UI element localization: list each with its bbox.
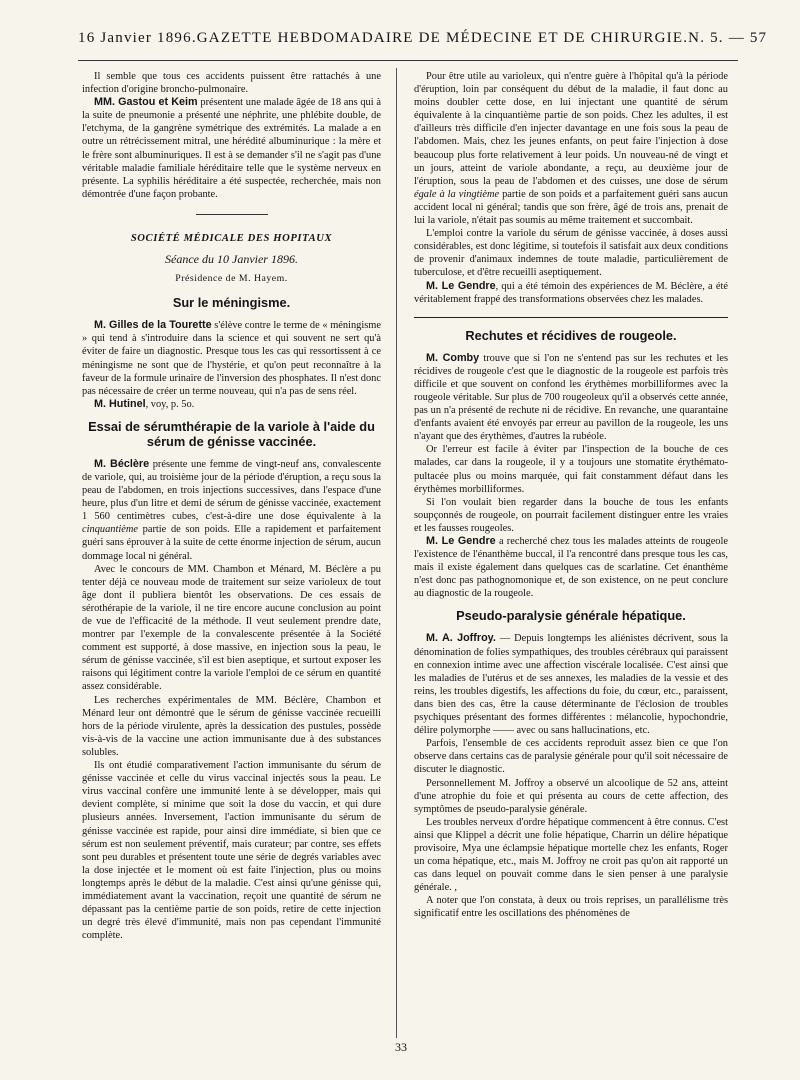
paragraph: MM. Gastou et Keim présentent une malade âgée de 18 ans qui à la suite de pneumonie a présenté une néphrite, une phlébite double, de l'etchyma, de la gangrène symétrique des extrémités. La malade a en outre un rétrécissement mitral, une hérédité albuminurique : la mère et le frère sont albuminuriques. Il est à se demander s'il ne s'agit pas d'une véritable maladie familiale héréditaire telle que le système nerveux en présente. La syphilis héréditaire a été suspectée, recherchée, mais non démontrée d'une façon probante.	[82, 96, 381, 200]
presidence-line: Présidence de M. Hayem.	[175, 273, 288, 285]
seance-date: Séance du 10 Janvier 1896.	[165, 252, 298, 267]
paragraph: A noter que l'on constata, à deux ou trois reprises, un parallélisme très significatif entre les oscillations des phénomènes de	[414, 895, 728, 920]
section-heading: Rechutes et récidives de rougeole.	[465, 327, 677, 343]
section-heading: Pseudo-paralysie générale hépatique.	[456, 608, 686, 624]
speaker-name: M. Comby	[426, 351, 480, 364]
section-heading: Sur le méningisme.	[172, 295, 291, 311]
header-rule	[78, 60, 738, 61]
speaker-name: M. Le Gendre	[426, 279, 496, 292]
paragraph: Ils ont étudié comparativement l'action immunisante du sérum de génisse vaccinée et celle du virus vaccinal injectés sous la peau. Le virus vaccinal confère une immunité lente à se développer, mais qui devient complète, si minime que soit la dose du vaccin, et qui dure plusieurs années. Inversement, l'action immunisante du sérum de génisse vaccinée est rapide, pour ainsi dire immédiate, si bien que ce sérum est non seulement préventif, mais curateur; par contre, ses effets sont peu durables et présentent toute une série de degrés variables avec la dose injectée et le moment où est faite l'injection, plus ou moins longtemps après le début de la maladie. C'est ainsi qu'une génisse qui, immédiatement avant la vaccination, reçoit une quantité de sérum ne dépassant pas la centième partie de son poids, retire de cette injection un degré très élevé d'immunité, mais non pas cependant l'immunité complète.	[82, 760, 381, 942]
paragraph: M. Hutinel, voy, p. 5o.	[94, 397, 195, 410]
header-issue: N. 5. — 57	[688, 30, 768, 46]
paragraph: Or l'erreur est facile à éviter par l'inspection de la bouche de ces malades, car dans la rougeole, il y a toujours une stomatite érythémato-pultacée plus ou moins marquée, qui fait constamment défaut dans les érythèmes morbilliformes.	[414, 444, 728, 495]
paragraph: Les recherches expérimentales de MM. Béclère, Chambon et Ménard leur ont démontré que le sérum de génisse vaccinée recueilli hors de la période virulente, après la dessication des pustules, possède vis-à-vis de la vaccine une action immunisante due à des substances solubles.	[82, 694, 381, 758]
paragraph: M. Comby trouve que si l'on ne s'entend pas sur les rechutes et les récidives de rougeole c'est que le diagnostic de la rougeole est parfois très difficile et que souvent on confond les érythèmes morbilliformes avec la rougeole véritable. Sur plus de 700 rougeoleux qu'il a observés cette année, pas un n'a présenté de rechute ni de récidive. En revanche, une quarantaine d'enfants avaient été envoyés par erreur au pavillon de la rougeole, les uns n'ayant que des érythèmes, d'autres la rubéole.	[414, 351, 728, 443]
paragraph: M. Le Gendre a recherché chez tous les malades atteints de rougeole l'existence de l'énanthème buccal, il l'a rencontré dans presque tous les cas, mais il existe également dans quelques cas de scarlatine. Cet énanthème n'est donc pas pathognomonique et, de son existence, on ne peut conclure au diagnostic de la rougeole.	[414, 535, 728, 600]
right-column	[414, 70, 728, 1022]
header-journal-title: GAZETTE HEBDOMADAIRE DE MÉDECINE ET DE CHIRURGIE.	[196, 30, 689, 46]
intro-paragraph: Il semble que tous ces accidents puissent être rattachés à une infection d'origine broncho-pulmonaire.	[82, 71, 381, 96]
speaker-name: M. Hutinel	[94, 397, 146, 410]
paragraph: Avec le concours de MM. Chambon et Ménard, M. Béclère a pu tenter déjà ce nouveau mode de traitement sur seize varioleux de tout âge dont il publiera bientôt les observations. De ces essais de sérothérapie de la variole, il ne tire encore aucune conclusion au point de vue de l'efficacité de la méthode. Il veut seulement prendre date, montrer par l'exemple de la convalescente présentée à la Société comment est supporté, à dose massive, en injection sous la peau, le sérum de génisse vaccinée, s'il est bien aseptique, et surtout exposer les raisons qui légitiment contre la variole l'emploi de ce sérum en quantité assez considérable.	[82, 563, 381, 693]
left-column	[82, 70, 381, 1022]
speaker-name: MM. Gastou et Keim	[94, 96, 198, 109]
speaker-name: M. A. Joffroy.	[426, 632, 496, 645]
paragraph: M. A. Joffroy. — Depuis longtemps les aliénistes décrivent, sous la dénomination de folies sympathiques, des troubles cérébraux qui paraissent en connexion intime avec une affection viscérale localisée. C'est ainsi que les maladies de l'utérus et de ses annexes, les maladies de la vessie et des reins, les troubles digestifs, les affections du foie, du cœur, etc., paraissent, dans bien des cas, être la cause déterminante de l'éclosion de troubles psychiques présentant des formes différentes : mélancolie, hypochondrie, délire polymorphe —— avec ou sans hallucinations, etc.	[414, 632, 728, 737]
speaker-name: M. Gilles de la Tourette	[94, 319, 212, 332]
speaker-name: M. Béclère	[94, 457, 150, 470]
paragraph: M. Béclère présente une femme de vingt-neuf ans, convalescente de variole, qui, au troisième jour de la période d'éruption, a reçu sous la peau de l'abdomen, en trois injections successives, dans l'espace d'une heure, plus d'un litre et demi de sérum de génisse vaccinée, exactement 1 560 centimètres cubes, c'est-à-dire une dose équivalente à la cinquantième partie de son poids. Elle a rapidement et parfaitement guéri sans éprouver à la suite de cette énorme injection de sérum, aucun dommage local ni général.	[82, 457, 381, 562]
section-rule	[196, 214, 268, 215]
paragraph: M. Gilles de la Tourette s'élève contre le terme de « méningisme » qui tend à s'introduire dans la science et qui souvent ne sert qu'à éviter de faire un diagnostic. Presque tous les cas qui ressortissent à ce méningisme ne sont que de l'hystérie, et qu'on peut reconnaître à la faveur de la formule urinaire de l'inversion des phosphates. Il n'est donc pas nécessaire de créer un terme nouveau, qui n'a pas de sens réel.	[82, 319, 381, 397]
speaker-name: M. Le Gendre	[426, 535, 496, 547]
paragraph: Les troubles nerveux d'ordre hépatique commencent à être connus. C'est ainsi que Klippel a décrit une folie hépatique, Charrin un délire hépatique provisoire, Mya une éclampsie hépatique mortelle chez les enfants, Roger un coma hépatique, etc., mais M. Joffroy ne croit pas qu'on ait rapporté un cas dans lequel on pouvait comme dans le sien penser à une paralysie générale. ,	[414, 816, 728, 894]
paragraph: Pour être utile au varioleux, qui n'entre guère à l'hôpital qu'à la période d'éruption, loin par conséquent du début de la maladie, il faut donc au moins doubler cette dose, en lui injectant une quantité de sérum équivalente à la cinquantième partie de son poids. Chez les adultes, il est d'ailleurs très difficile d'en injecter davantage en une fois sous la peau de l'abdomen. Mais, chez les jeunes enfants, on peut faire l'injection à dose beaucoup plus forte relativement à leur poids. Un nouveau-né de vingt et un jours, atteint de variole abondante, a reçu, au deuxième jour de l'éruption, sous la peau de l'abdomen et des cuisses, une dose de sérum égale à la vingtième partie de son poids et a parfaitement guéri sans aucun accident local ni général; tandis que son frère, âgé de trois ans, prenait de lui la variole, n'était pas soumis au même traitement et succombait.	[414, 71, 728, 227]
section-heading: Essai de sérumthérapie de la variole à l'aide du sérum de génisse vaccinée.	[88, 418, 375, 449]
paragraph: Parfois, l'ensemble de ces accidents reproduit assez bien ce que l'on observe dans certains cas de paralysie générale pour qu'il soit nécessaire de discuter le diagnostic.	[414, 738, 728, 776]
paragraph: L'emploi contre la variole du sérum de génisse vaccinée, à doses aussi considérables, est donc légitime, si toutefois il satisfait aux deux conditions de provenir d'animaux indemnes de toute maladie, particulièrement de tuberculose, et d'être recueilli aseptiquement.	[414, 228, 728, 279]
society-title: SOCIÉTÉ MÉDICALE DES HOPITAUX	[130, 232, 333, 244]
paragraph: Personnellement M. Joffroy a observé un alcoolique de 52 ans, atteint d'une atrophie du foie et qui présenta au cours de cette affection, des symptômes de pseudo-paralysie générale.	[414, 777, 728, 815]
paragraph: M. Le Gendre, qui a été témoin des expériences de M. Béclère, a été véritablement frappé des transformations observées chez les malades.	[414, 279, 728, 305]
column-divider	[396, 68, 397, 1038]
section-rule	[414, 317, 728, 318]
page-number: 33	[395, 1040, 407, 1054]
running-header	[78, 30, 768, 47]
header-date: 16 Janvier 1896.	[78, 30, 197, 46]
paragraph: Si l'on voulait bien regarder dans la bouche de tous les enfants soupçonnés de rougeole, on pourrait facilement distinguer entre les vraies et les fausses rougeoles.	[414, 496, 728, 534]
